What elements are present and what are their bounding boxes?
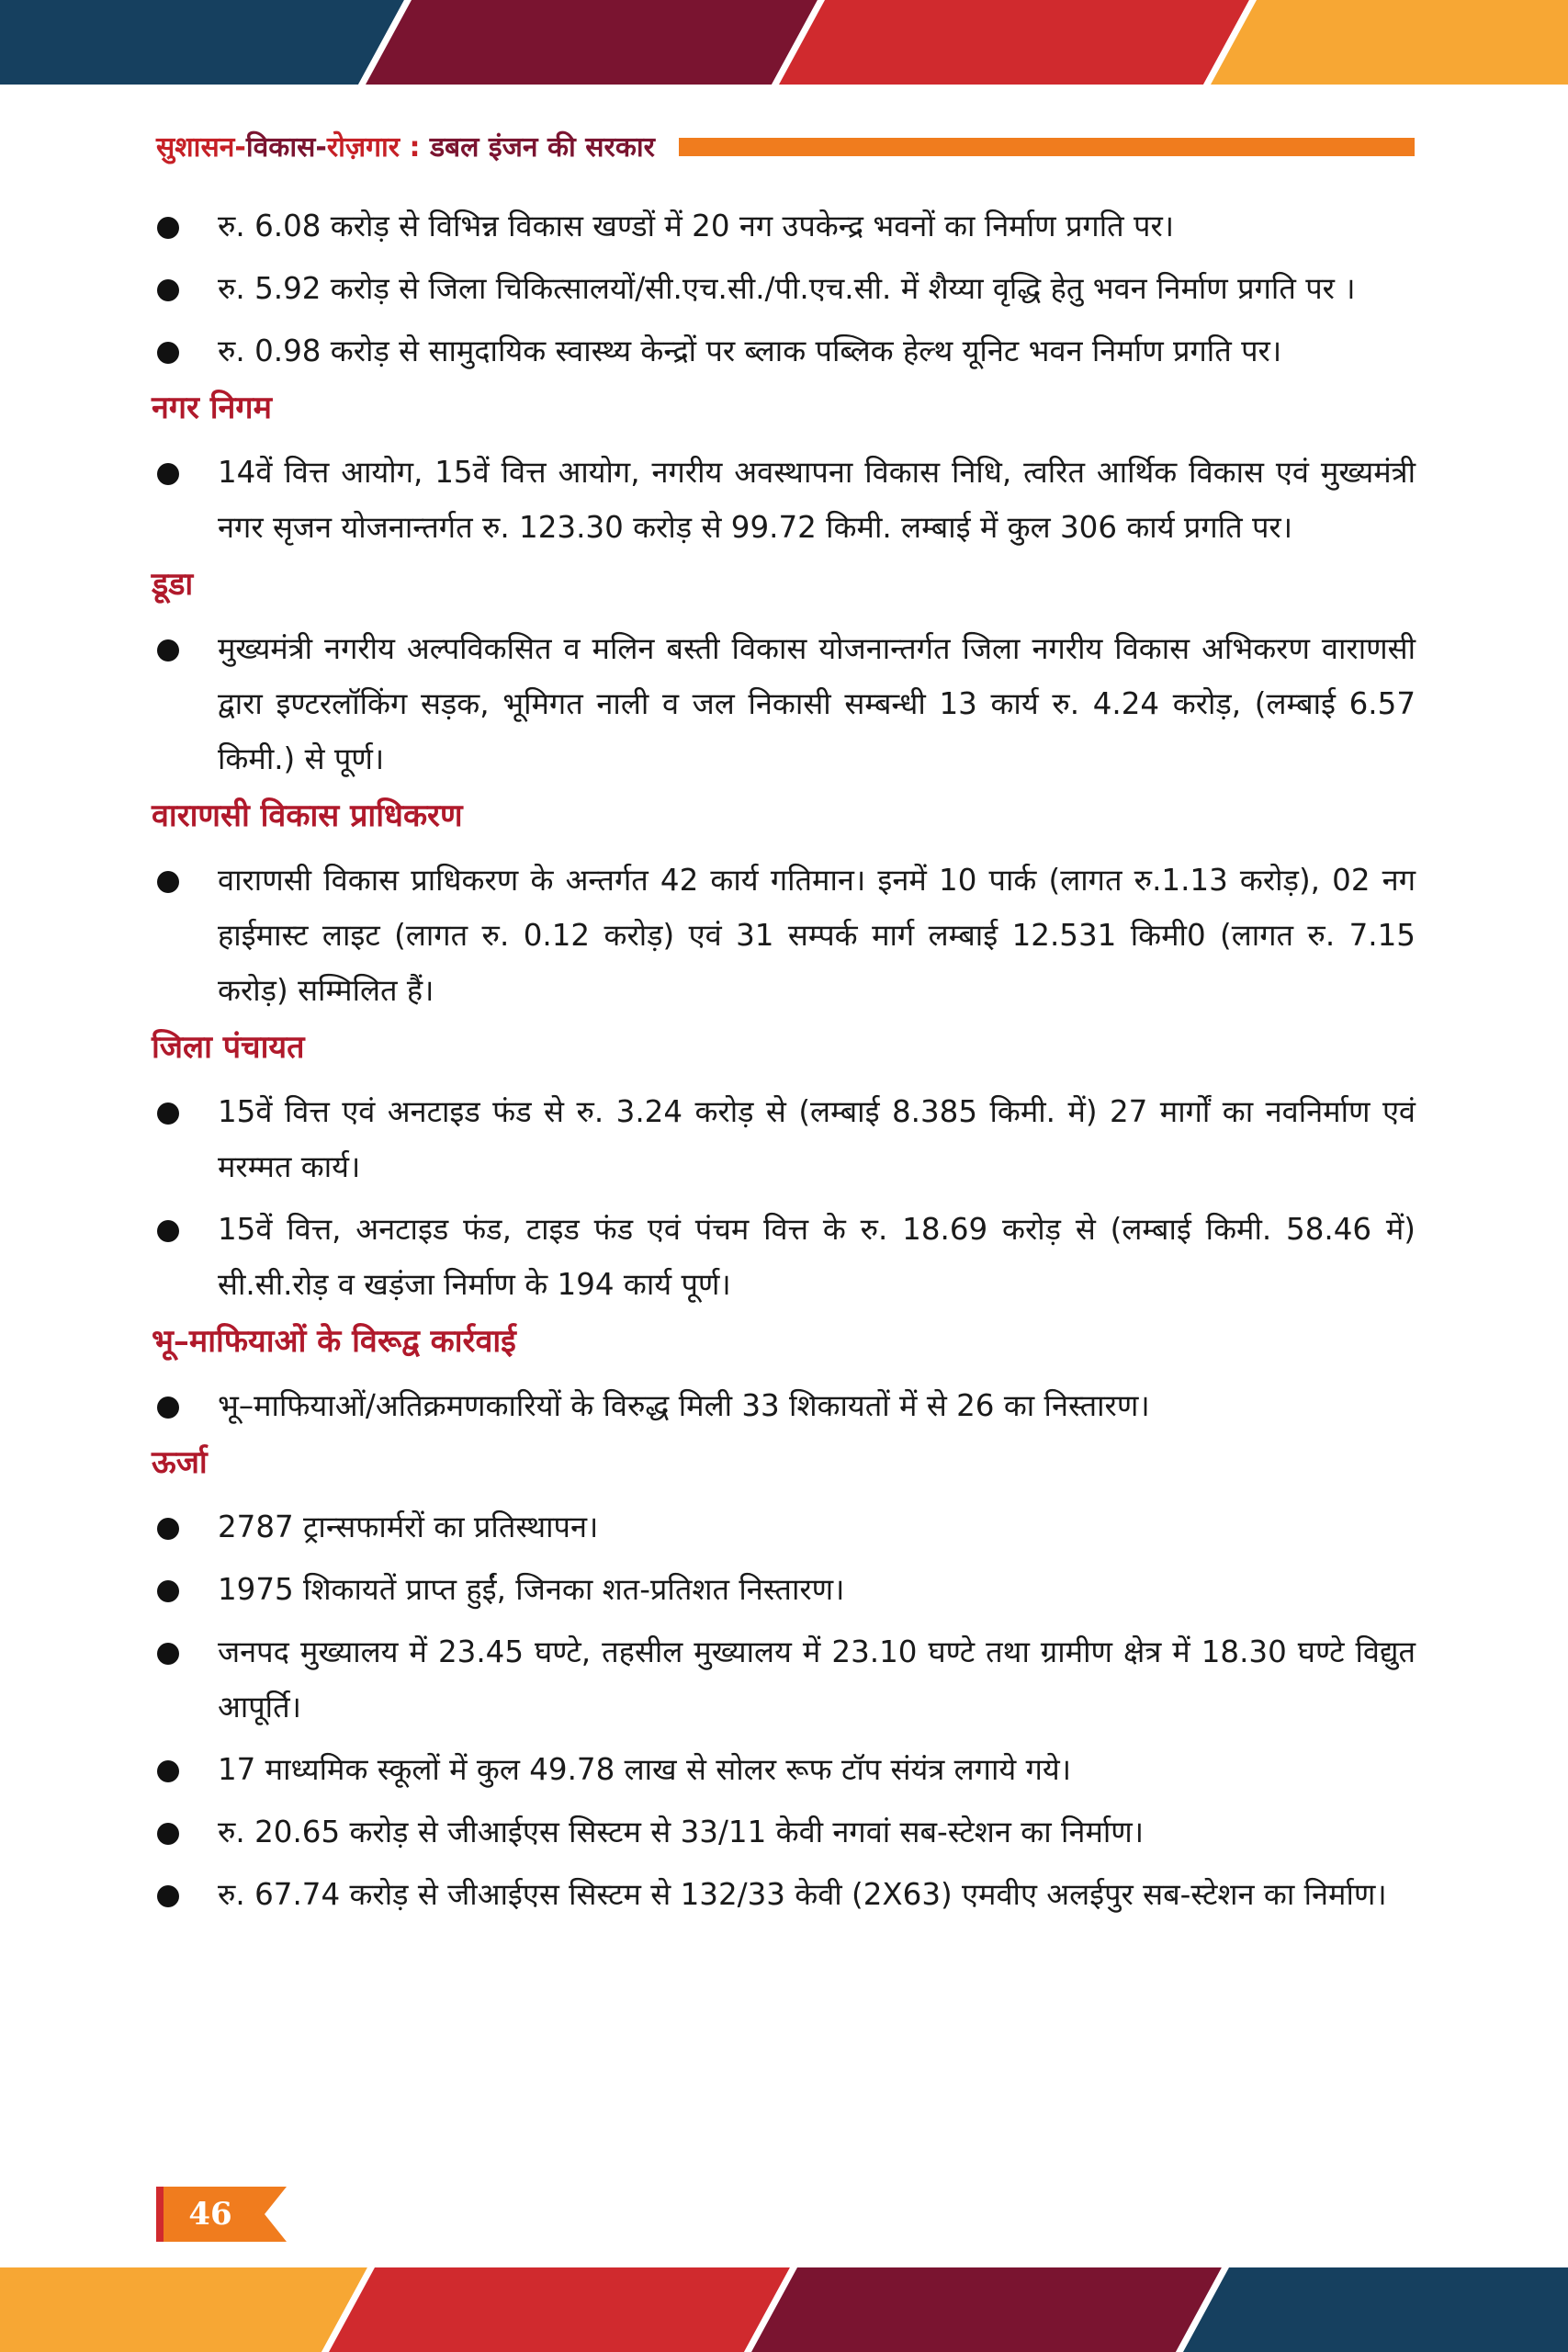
list-item: 17 माध्यमिक स्कूलों में कुल 49.78 लाख से सोलर रूफ टॉप संयंत्र लगाये गये। <box>152 1742 1416 1797</box>
list-item: रु. 5.92 करोड़ से जिला चिकित्सालयों/सी.एच.सी./पी.एच.सी. में शैय्या वृद्धि हेतु भवन निर्माण प्रगति पर । <box>152 261 1416 316</box>
bullet-icon <box>157 463 179 485</box>
bullet-list <box>152 853 1416 1018</box>
page-number: 46 <box>188 2196 232 2233</box>
bullet-icon <box>157 1580 179 1602</box>
bullet-list <box>152 1084 1416 1312</box>
bullet-icon <box>157 871 179 893</box>
list-item: 2787 ट्रान्सफार्मरों का प्रतिस्थापन। <box>152 1499 1416 1555</box>
bullet-list <box>152 621 1416 786</box>
bullet-list <box>152 1378 1416 1433</box>
list-item: वाराणसी विकास प्राधिकरण के अन्तर्गत 42 कार्य गतिमान। इनमें 10 पार्क (लागत रु.1.13 करोड़), 02 नग हाईमास्ट लाइट (लागत रु. 0.12 करोड़) एवं 31 सम्पर्क मार्ग लम्बाई 12.531 किमी0 (लागत रु. 7.15 करोड़) सम्मिलित हैं। <box>152 853 1416 1018</box>
bullet-icon <box>157 1396 179 1419</box>
list-item: 15वें वित्त एवं अनटाइड फंड से रु. 3.24 करोड़ से (लम्बाई 8.385 किमी. में) 27 मार्गों का नवनिर्माण एवं मरम्मत कार्य। <box>152 1084 1416 1194</box>
list-item: रु. 20.65 करोड़ से जीआईएस सिस्टम से 33/11 केवी नगवां सब-स्टेशन का निर्माण। <box>152 1804 1416 1860</box>
top-decorative-band <box>0 0 1568 85</box>
section-heading-nagar-nigam: नगर निगम <box>152 390 272 426</box>
bullet-icon <box>157 217 179 239</box>
list-item: 14वें वित्त आयोग, 15वें वित्त आयोग, नगरीय अवस्थापना विकास निधि, त्वरित आर्थिक विकास एवं मुख्यमंत्री नगर सृजन योजनान्तर्गत रु. 123.30 करोड़ से 99.72 किमी. लम्बाई में कुल 306 कार्य प्रगति पर। <box>152 445 1416 555</box>
section-heading-urja: ऊर्जा <box>152 1444 208 1481</box>
bullet-list <box>152 445 1416 555</box>
list-item: 15वें वित्त, अनटाइड फंड, टाइड फंड एवं पंचम वित्त के रु. 18.69 करोड़ से (लम्बाई किमी. 58.46 में) सी.सी.रोड़ व खड़ंजा निर्माण के 194 कार्य पूर्ण। <box>152 1202 1416 1312</box>
list-item: भू–माफियाओं/अतिक्रमणकारियों के विरुद्ध मिली 33 शिकायतों में से 26 का निस्तारण। <box>152 1378 1416 1433</box>
header-rule <box>679 138 1415 156</box>
running-header <box>156 127 1415 164</box>
bullet-icon <box>157 342 179 364</box>
bullet-icon <box>157 1220 179 1242</box>
section-heading-bhu-mafia: भू–माफियाओं के विरूद्व कार्रवाई <box>152 1323 516 1360</box>
section-heading-zila-panchayat: जिला पंचायत <box>152 1029 305 1066</box>
running-header-title: सुशासन-विकास-रोज़गार : डबल इंजन की सरकार <box>156 130 655 164</box>
list-item: मुख्यमंत्री नगरीय अल्पविकसित व मलिन बस्ती विकास योजनान्तर्गत जिला नगरीय विकास अभिकरण वाराणसी द्वारा इण्टरलॉकिंग सड़क, भूमिगत नाली व जल निकासी सम्बन्धी 13 कार्य रु. 4.24 करोड़, (लम्बाई 6.57 किमी.) से पूर्ण। <box>152 621 1416 786</box>
bullet-icon <box>157 1760 179 1782</box>
bullet-list <box>152 1499 1416 1922</box>
bottom-decorative-band <box>0 2267 1568 2352</box>
list-item: रु. 0.98 करोड़ से सामुदायिक स्वास्थ्य केन्द्रों पर ब्लाक पब्लिक हेल्थ यूनिट भवन निर्माण प्रगति पर। <box>152 323 1416 379</box>
list-item: जनपद मुख्यालय में 23.45 घण्टे, तहसील मुख्यालय में 23.10 घण्टे तथा ग्रामीण क्षेत्र में 18.30 घण्टे विद्युत आपूर्ति। <box>152 1624 1416 1735</box>
page-content <box>152 198 1416 1931</box>
bullet-icon <box>157 1102 179 1125</box>
bullet-icon <box>157 279 179 301</box>
list-item: रु. 6.08 करोड़ से विभिन्न विकास खण्डों में 20 नग उपकेन्द्र भवनों का निर्माण प्रगति पर। <box>152 198 1416 254</box>
section-heading-vda: वाराणसी विकास प्राधिकरण <box>152 797 463 834</box>
bullet-icon <box>157 1823 179 1845</box>
bullet-icon <box>157 1643 179 1665</box>
list-item: रु. 67.74 करोड़ से जीआईएस सिस्टम से 132/33 केवी (2X63) एमवीए अलईपुर सब-स्टेशन का निर्माण। <box>152 1867 1416 1922</box>
page-number-badge <box>156 2187 287 2242</box>
section-heading-duda: डूडा <box>152 566 194 603</box>
bullet-list <box>152 198 1416 379</box>
bullet-icon <box>157 1518 179 1540</box>
bullet-icon <box>157 639 179 662</box>
list-item: 1975 शिकायतें प्राप्त हुईं, जिनका शत-प्रतिशत निस्तारण। <box>152 1562 1416 1617</box>
bullet-icon <box>157 1885 179 1907</box>
